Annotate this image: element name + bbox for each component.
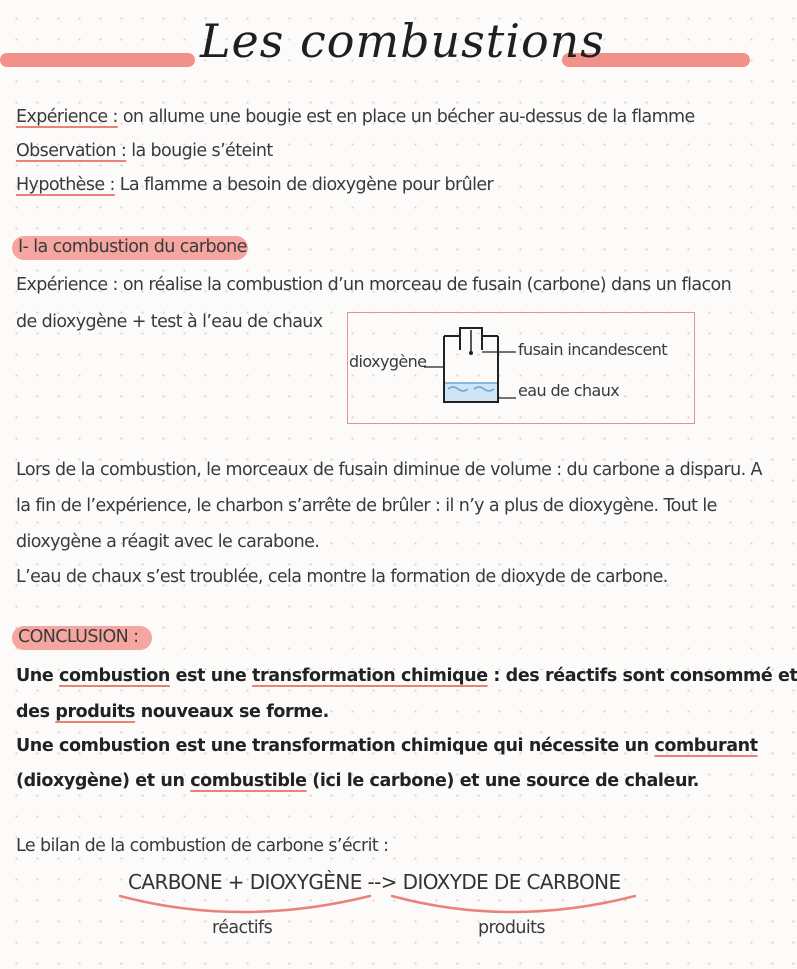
c1-a: Une xyxy=(16,666,60,686)
conclusion-line-2 xyxy=(16,702,329,722)
experience-label: Expérience : xyxy=(16,107,118,127)
conclusion-line-4 xyxy=(16,771,699,791)
conclusion-heading: CONCLUSION : xyxy=(18,627,139,647)
hypothesis-label: Hypothèse : xyxy=(16,175,115,195)
term-produits: produits xyxy=(55,702,136,722)
water-fill xyxy=(444,383,498,401)
hypothesis-text: La flamme a besoin de dioxygène pour brûler xyxy=(114,175,494,195)
bilan-braces xyxy=(110,894,650,924)
fusain-tip xyxy=(469,351,473,355)
experience-text: on allume une bougie est en place un bécher au-dessus de la flamme xyxy=(117,107,695,127)
para-line-3: dioxygène a réagit avec le carabone. xyxy=(16,532,320,552)
bilan-equation: CARBONE + DIOXYGÈNE --> DIOXYDE DE CARBONE xyxy=(128,870,621,894)
observation-label: Observation : xyxy=(16,141,127,161)
observation-line xyxy=(16,141,273,161)
hypothesis-line xyxy=(16,175,493,195)
c4-c: (ici le carbone) et une source de chaleur. xyxy=(306,771,700,791)
diagram-label-dioxygene: dioxygène xyxy=(349,352,427,371)
para-line-1: Lors de la combustion, le morceaux de fusain diminue de volume : du carbone a disparu. A xyxy=(16,460,762,480)
c2-c: nouveaux se forme. xyxy=(135,702,329,722)
c4-a: (dioxygène) et un xyxy=(16,771,191,791)
page-title: Les combustions xyxy=(200,14,605,68)
produits-brace xyxy=(392,896,635,912)
term-combustion: combustion xyxy=(59,666,170,686)
term-combustible: combustible xyxy=(190,771,307,791)
section1-heading: I- la combustion du carbone xyxy=(18,237,247,257)
term-transformation-chimique: transformation chimique xyxy=(252,666,488,686)
bilan-reactifs: réactifs xyxy=(212,918,273,938)
observation-text: la bougie s’éteint xyxy=(126,141,273,161)
title-bar-left xyxy=(0,53,195,67)
flask-diagram xyxy=(420,322,510,408)
para-line-2: la fin de l’expérience, le charbon s’arrête de brûler : il n’y a plus de dioxygène. Tout le xyxy=(16,496,717,516)
reactifs-brace xyxy=(120,896,370,912)
section1-experience-line2: de dioxygène + test à l’eau de chaux xyxy=(16,312,323,332)
c1-e: : des réactifs sont consommé et xyxy=(487,666,797,686)
para-line-4: L’eau de chaux s’est troublée, cela montre la formation de dioxyde de carbone. xyxy=(16,567,668,587)
c3-a: Une combustion est une transformation chimique qui nécessite un xyxy=(16,736,655,756)
c1-c: est une xyxy=(169,666,253,686)
conclusion-line-1 xyxy=(16,666,797,686)
term-comburant: comburant xyxy=(654,736,758,756)
conclusion-line-3 xyxy=(16,736,758,756)
bilan-produits: produits xyxy=(478,918,545,938)
diagram-label-eau: eau de chaux xyxy=(518,381,620,400)
section1-experience-line1: Expérience : on réalise la combustion d’un morceau de fusain (carbone) dans un flacon xyxy=(16,275,732,295)
bilan-intro: Le bilan de la combustion de carbone s’écrit : xyxy=(16,836,389,856)
diagram-label-fusain: fusain incandescent xyxy=(518,340,667,359)
experience-line xyxy=(16,107,695,127)
c2-a: des xyxy=(16,702,56,722)
